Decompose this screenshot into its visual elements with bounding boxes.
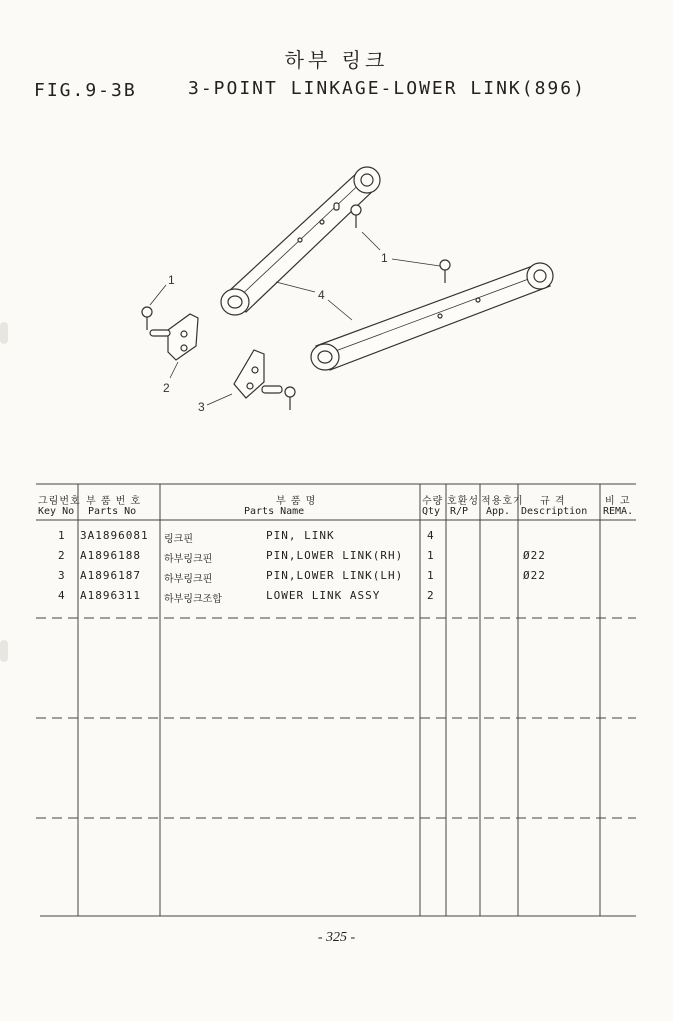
binder-hole: [0, 322, 8, 344]
figure-number: FIG.9-3B: [34, 80, 137, 101]
row-part-name-korean: 하부링크조합: [164, 594, 222, 605]
column-header-key-no: Key No: [38, 506, 75, 517]
row-part-name: LOWER LINK ASSY: [266, 589, 381, 602]
callout-label: 3: [198, 400, 205, 414]
column-header-qty: Qty: [422, 506, 441, 517]
row-part-no: A1896187: [80, 569, 141, 582]
row-part-name: PIN, LINK: [266, 529, 335, 542]
column-header-rp-korean: 호환성: [447, 496, 479, 507]
row-part-name: PIN,LOWER LINK(RH): [266, 549, 404, 562]
column-header-remarks-korean: 비 고: [605, 496, 631, 507]
row-qty: 1: [427, 549, 435, 562]
column-header-rp: R/P: [450, 506, 469, 517]
row-part-name-korean: 하부링크핀: [164, 554, 213, 565]
row-part-no: 3A1896081: [80, 529, 149, 542]
column-header-app-korean: 적용호기: [481, 496, 524, 507]
row-part-no: A1896311: [80, 589, 141, 602]
figure-title: 3-POINT LINKAGE-LOWER LINK(896): [188, 78, 586, 99]
binder-hole: [0, 640, 8, 662]
callout-label: 1: [168, 273, 175, 287]
column-header-part-name-korean: 부 품 명: [276, 496, 317, 507]
row-key-no: 3: [58, 569, 66, 582]
page-number: - 325 -: [317, 930, 356, 945]
row-key-no: 4: [58, 589, 66, 602]
column-header-key-no-korean: 그림번호: [38, 496, 81, 507]
column-header-description: Description: [521, 506, 588, 517]
row-description: Ø22: [523, 549, 546, 562]
column-header-part-no: Parts No: [88, 506, 137, 517]
column-header-app: App.: [486, 506, 511, 517]
column-header-qty-korean: 수량: [422, 496, 444, 507]
row-key-no: 1: [58, 529, 66, 542]
column-header-remarks: REMA.: [603, 506, 634, 517]
row-qty: 4: [427, 529, 435, 542]
row-key-no: 2: [58, 549, 66, 562]
row-description: Ø22: [523, 569, 546, 582]
row-qty: 1: [427, 569, 435, 582]
column-header-description-korean: 규 격: [540, 496, 566, 507]
callout-label: 2: [163, 381, 170, 395]
column-header-part-no-korean: 부 품 번 호: [86, 496, 142, 507]
callout-label: 4: [318, 288, 325, 302]
row-part-name-korean: 링크핀: [164, 534, 193, 545]
row-part-no: A1896188: [80, 549, 141, 562]
page-title-korean: 하부 링크: [284, 48, 389, 72]
row-part-name: PIN,LOWER LINK(LH): [266, 569, 404, 582]
column-header-part-name: Parts Name: [244, 506, 305, 517]
row-part-name-korean: 하부링크핀: [164, 574, 213, 585]
row-qty: 2: [427, 589, 435, 602]
callout-label: 1: [381, 251, 388, 265]
